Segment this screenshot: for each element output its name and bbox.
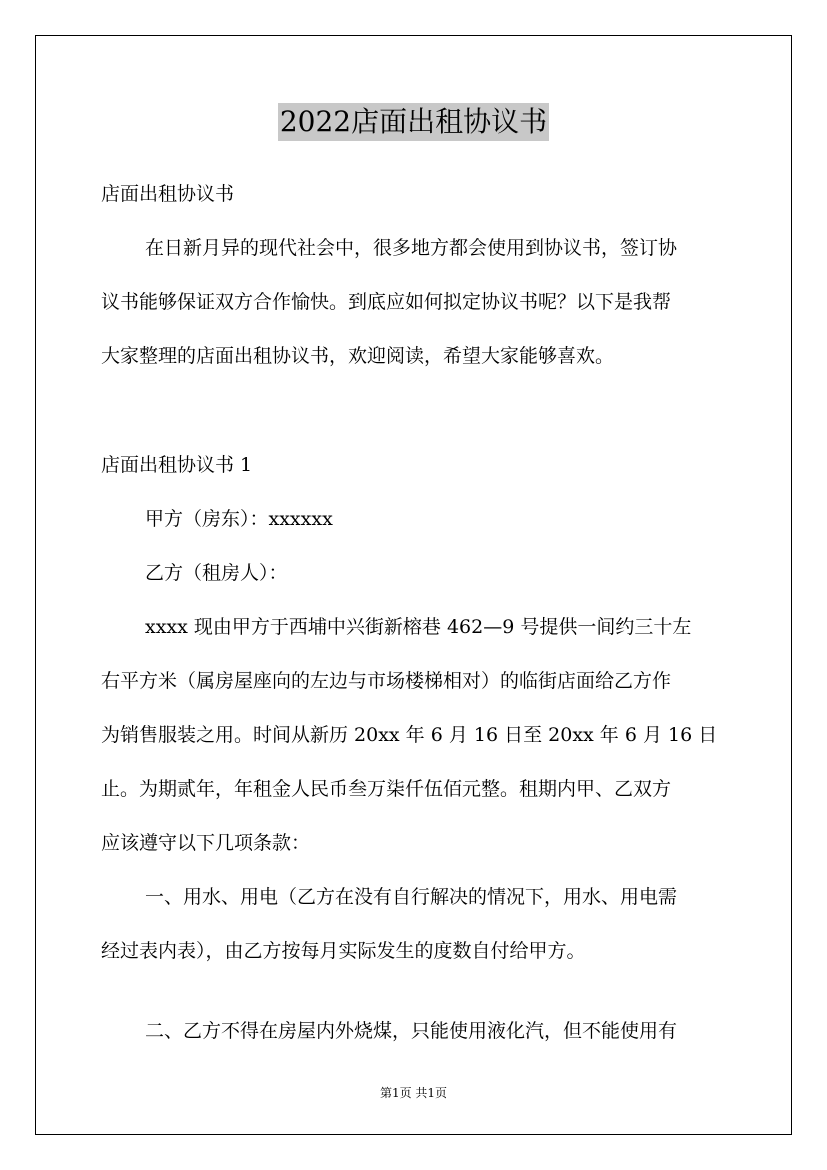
intro-line-1: 在日新月异的现代社会中，很多地方都会使用到协议书，签订协 [145,237,678,259]
clause1-line-1: 一、用水、用电（乙方在没有自行解决的情况下，用水、用电需 [145,886,678,908]
body-line-3: 为销售服装之用。时间从新历 20xx 年 6 月 16 日至 20xx 年 6 月 16 日 [101,724,718,746]
party-b: 乙方（租房人）： [145,562,288,584]
body-line-1: xxxx 现由甲方于西埔中兴街新榕巷 462—9 号提供一间约三十左 [145,616,692,638]
document-title: 2022店面出租协议书 [278,103,549,141]
body-line-4: 止。为期贰年，年租金人民币叁万柒仟伍佰元整。租期内甲、乙双方 [101,778,672,800]
body-line-2: 右平方米（属房屋座向的左边与市场楼梯相对）的临街店面给乙方作 [101,670,672,692]
page-footer: 第1页 共1页 [379,1086,448,1100]
title-wrap [0,103,827,141]
clause1-line-2: 经过表内表），由乙方按每月实际发生的度数自付给甲方。 [101,940,586,962]
intro-line-2: 议书能够保证双方合作愉快。到底应如何拟定协议书呢？以下是我帮 [101,291,672,313]
party-a: 甲方（房东）：xxxxxx [145,508,333,530]
section-heading: 店面出租协议书 1 [101,454,253,476]
subtitle: 店面出租协议书 [101,183,235,205]
intro-line-3: 大家整理的店面出租协议书，欢迎阅读，希望大家能够喜欢。 [101,345,615,367]
body-line-5: 应该遵守以下几项条款： [101,832,311,854]
clause2-line-1: 二、乙方不得在房屋内外烧煤，只能使用液化汽，但不能使用有 [145,1020,678,1042]
